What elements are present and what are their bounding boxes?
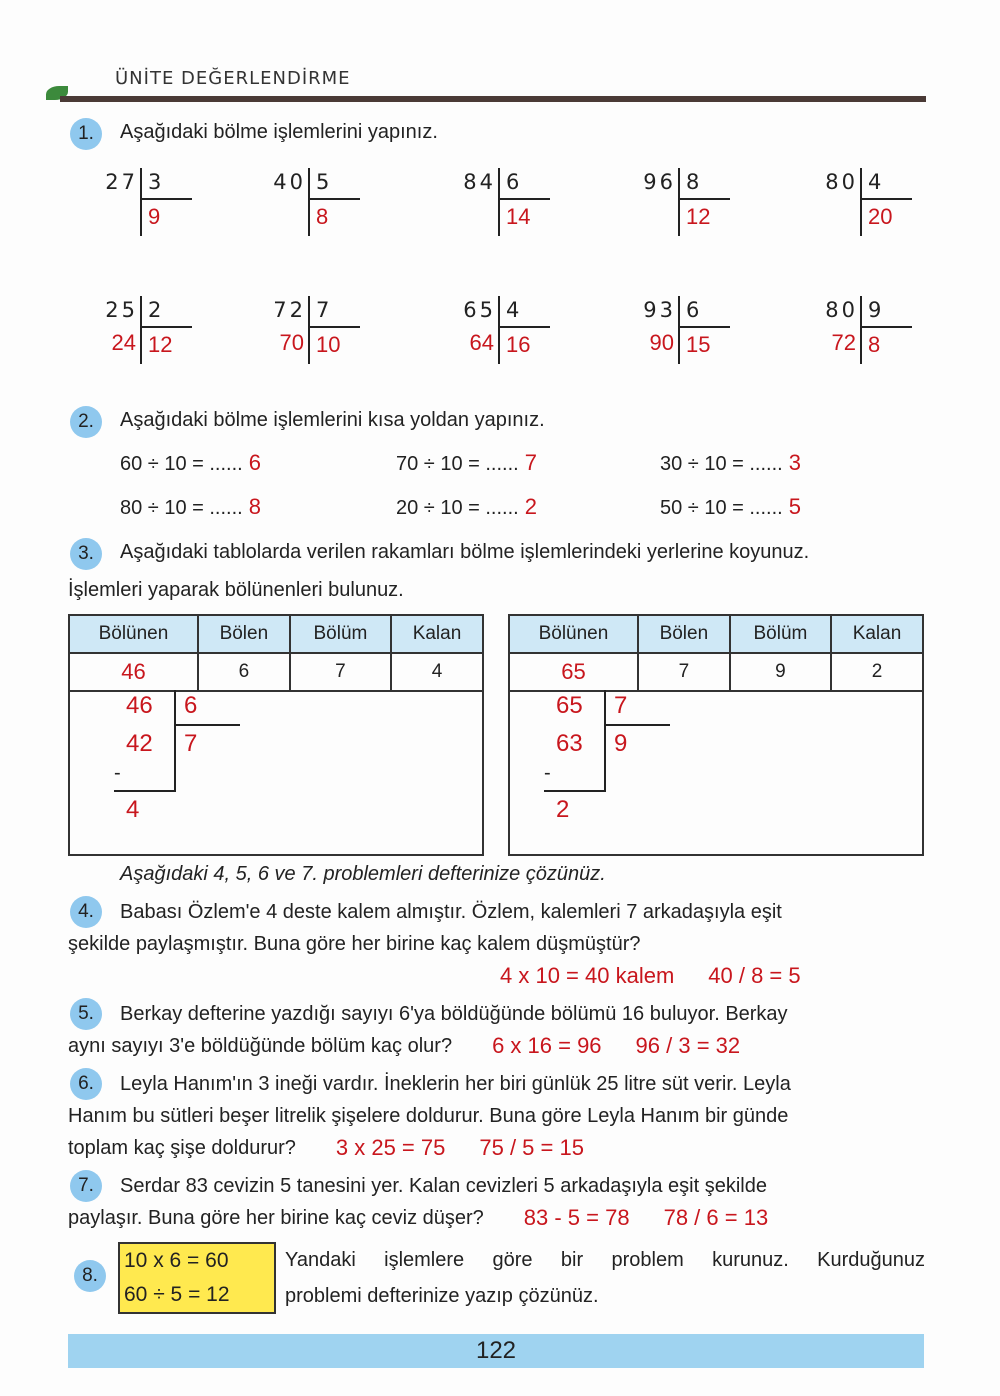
- question-number: 6.: [70, 1068, 102, 1100]
- divisor: 6: [686, 298, 700, 322]
- quotient-answer: 8: [868, 332, 881, 357]
- division-problem: [458, 168, 578, 278]
- operation: 60 ÷ 5 = 12: [124, 1283, 230, 1306]
- question-text: şekilde paylaşmıştır. Buna göre her birine kaç kalem düşmüştür?: [68, 933, 641, 955]
- quotient-answer: 10: [316, 332, 341, 357]
- question-text: Aşağıdaki bölme işlemlerini yapınız.: [120, 121, 438, 143]
- quotient-answer: 20: [868, 204, 893, 229]
- problem-5: [0, 998, 1000, 1062]
- short-division: [396, 494, 537, 520]
- division-problem: [638, 168, 758, 278]
- table-cell: 6: [198, 653, 290, 691]
- question-number: 5.: [70, 998, 102, 1030]
- subtraction-answer: 72: [831, 330, 856, 355]
- answer: 3: [788, 450, 801, 475]
- problem-8: [0, 1242, 1000, 1314]
- question-number: 7.: [70, 1170, 102, 1202]
- table-cell: 9: [730, 653, 831, 691]
- division-problem: [820, 168, 940, 278]
- work-subtrahend: 63: [556, 730, 583, 757]
- answer: 6: [248, 450, 261, 475]
- question-text: Aşağıdaki tablolarda verilen rakamları bölme işlemlerindeki yerlerine koyunuz.: [120, 541, 810, 563]
- expression: 80 ÷ 10 = ......: [120, 497, 243, 519]
- answer: 5: [788, 494, 801, 519]
- quotient-answer: 15: [686, 332, 711, 357]
- division-bar: [308, 296, 310, 364]
- handwritten-answer: 40 / 8 = 5: [708, 963, 801, 988]
- divisor: 9: [868, 298, 882, 322]
- handwritten-answer: 78 / 6 = 13: [663, 1205, 769, 1230]
- short-division: [120, 450, 261, 476]
- division-line: [140, 198, 192, 200]
- handwritten-answer: 83 - 5 = 78: [523, 1205, 630, 1230]
- column-header: Bölüm: [290, 615, 391, 653]
- column-header: Bölen: [638, 615, 730, 653]
- division-line: [604, 724, 670, 726]
- quotient-answer: 9: [148, 204, 161, 229]
- division-bar: [498, 296, 500, 364]
- division-line: [498, 198, 550, 200]
- division-problem: [638, 296, 758, 406]
- operations-box: [118, 1242, 276, 1314]
- question-text: Hanım bu sütleri beşer litrelik şişelere doldurur. Buna göre Leyla Hanım bir günde: [68, 1105, 789, 1127]
- table-cell: 2: [831, 653, 923, 691]
- work-divisor: 6: [184, 692, 198, 719]
- division-table: [68, 614, 484, 692]
- short-division: [396, 450, 537, 476]
- question-text: toplam kaç şişe doldurur?: [68, 1137, 296, 1159]
- division-problem: [268, 168, 388, 278]
- division-line: [860, 198, 912, 200]
- handwritten-answer: 75 / 5 = 15: [479, 1135, 584, 1160]
- header-divider: [60, 96, 926, 102]
- dividend: 96: [643, 170, 676, 194]
- work-dividend: 46: [126, 692, 153, 719]
- quotient-answer: 12: [686, 204, 711, 229]
- quotient-answer: 16: [506, 332, 531, 357]
- table-cell: 46: [69, 653, 198, 691]
- question-text: İşlemleri yaparak bölünenleri bulunuz.: [68, 579, 404, 601]
- division-bar: [860, 296, 862, 364]
- dividend: 93: [643, 298, 676, 322]
- question-text: aynı sayıyı 3'e böldüğünde bölüm kaç olur?: [68, 1035, 453, 1057]
- handwritten-answer: 3 x 25 = 75: [335, 1135, 446, 1160]
- column-header: Kalan: [391, 615, 483, 653]
- division-problem: [458, 296, 578, 406]
- subtraction-answer: 90: [649, 330, 674, 355]
- dividend: 25: [105, 298, 138, 322]
- answer: 7: [524, 450, 537, 475]
- divisor: 3: [148, 170, 162, 194]
- division-line: [140, 326, 192, 328]
- division-problem: [100, 168, 220, 278]
- answer: 8: [248, 494, 261, 519]
- question-number: 2.: [70, 406, 102, 438]
- question-number: 1.: [70, 118, 102, 150]
- table-cell: 65: [509, 653, 638, 691]
- division-problem: [268, 296, 388, 406]
- division-line: [498, 326, 550, 328]
- question-text: Leyla Hanım'ın 3 ineği vardır. İneklerin her biri günlük 25 litre süt verir. Leyla: [120, 1073, 791, 1095]
- division-bar: [140, 296, 142, 364]
- division-line: [308, 326, 360, 328]
- work-dividend: 65: [556, 692, 583, 719]
- work-quotient: 9: [614, 730, 628, 757]
- question-number: 3.: [70, 538, 102, 570]
- division-line: [860, 326, 912, 328]
- dividend: 72: [273, 298, 306, 322]
- question-text: paylaşır. Buna göre her birine kaç ceviz düşer?: [68, 1207, 484, 1229]
- division-bar: [678, 168, 680, 236]
- division-line: [678, 326, 730, 328]
- table-cell: 4: [391, 653, 483, 691]
- divisor: 5: [316, 170, 330, 194]
- short-division: [660, 494, 801, 520]
- work-divisor: 7: [614, 692, 628, 719]
- expression: 70 ÷ 10 = ......: [396, 453, 519, 475]
- quotient-answer: 8: [316, 204, 329, 229]
- question-text: Berkay defterine yazdığı sayıyı 6'ya böldüğünde bölümü 16 buluyor. Berkay: [120, 1003, 788, 1025]
- dividend: 65: [463, 298, 496, 322]
- subtraction-line: [544, 790, 606, 792]
- division-bar: [860, 168, 862, 236]
- divisor: 2: [148, 298, 162, 322]
- short-division: [120, 494, 261, 520]
- division-table: [508, 614, 924, 692]
- instruction-note: Aşağıdaki 4, 5, 6 ve 7. problemleri defterinize çözünüz.: [120, 863, 606, 885]
- subtraction-answer: 24: [111, 330, 136, 355]
- handwritten-answer: 6 x 16 = 96: [492, 1033, 602, 1058]
- operation: 10 x 6 = 60: [124, 1249, 229, 1272]
- divisor: 6: [506, 170, 520, 194]
- expression: 30 ÷ 10 = ......: [660, 453, 783, 475]
- expression: 60 ÷ 10 = ......: [120, 453, 243, 475]
- question-number: 4.: [70, 896, 102, 928]
- table-cell: 7: [638, 653, 730, 691]
- division-bar: [308, 168, 310, 236]
- division-bar: [498, 168, 500, 236]
- section-title: ÜNİTE DEĞERLENDİRME: [115, 68, 351, 89]
- divisor: 7: [316, 298, 330, 322]
- answer: 2: [524, 494, 537, 519]
- problem-7: [0, 1170, 1000, 1234]
- division-line: [174, 724, 240, 726]
- column-header: Kalan: [831, 615, 923, 653]
- dividend: 84: [463, 170, 496, 194]
- column-header: Bölünen: [509, 615, 638, 653]
- problems-section: [0, 858, 1000, 1314]
- table-cell: 7: [290, 653, 391, 691]
- problem-4: [0, 896, 1000, 992]
- subtraction-answer: 70: [279, 330, 304, 355]
- subtraction-line: [114, 790, 176, 792]
- division-bar: [140, 168, 142, 236]
- quotient-answer: 14: [506, 204, 531, 229]
- dividend: 80: [825, 170, 858, 194]
- handwritten-answer: 4 x 10 = 40 kalem: [500, 963, 675, 988]
- question-text: Babası Özlem'e 4 deste kalem almıştır. Özlem, kalemleri 7 arkadaşıyla eşit: [120, 901, 782, 923]
- column-header: Bölüm: [730, 615, 831, 653]
- division-line: [308, 198, 360, 200]
- subtraction-answer: 64: [469, 330, 494, 355]
- column-header: Bölen: [198, 615, 290, 653]
- handwritten-answer: 96 / 3 = 32: [635, 1033, 741, 1058]
- question-text: Yandaki işlemlere göre bir problem kurunuz. Kurduğunuz: [285, 1249, 925, 1271]
- divisor: 4: [506, 298, 520, 322]
- column-header: Bölünen: [69, 615, 198, 653]
- question-text: problemi defterinize yazıp çözünüz.: [285, 1285, 599, 1307]
- work-remainder: 2: [556, 796, 570, 823]
- divisor: 4: [868, 170, 882, 194]
- dividend: 27: [105, 170, 138, 194]
- question-number: 8.: [74, 1260, 106, 1292]
- work-quotient: 7: [184, 730, 198, 757]
- work-subtrahend: 42: [126, 730, 153, 757]
- short-division: [660, 450, 801, 476]
- minus-sign: -: [114, 762, 121, 784]
- dividend: 80: [825, 298, 858, 322]
- minus-sign: -: [544, 762, 551, 784]
- division-line: [678, 198, 730, 200]
- problem-6: [0, 1068, 1000, 1164]
- division-bar: [678, 296, 680, 364]
- question-text: Aşağıdaki bölme işlemlerini kısa yoldan yapınız.: [120, 409, 545, 431]
- division-problem: [820, 296, 940, 406]
- work-area: [68, 686, 484, 856]
- question-text: Serdar 83 cevizin 5 tanesini yer. Kalan cevizleri 5 arkadaşıyla eşit şekilde: [120, 1175, 767, 1197]
- division-problem: [100, 296, 220, 406]
- work-area: [508, 686, 924, 856]
- expression: 50 ÷ 10 = ......: [660, 497, 783, 519]
- division-bar: [174, 690, 176, 790]
- quotient-answer: 12: [148, 332, 173, 357]
- divisor: 8: [686, 170, 700, 194]
- work-remainder: 4: [126, 796, 140, 823]
- division-bar: [604, 690, 606, 790]
- expression: 20 ÷ 10 = ......: [396, 497, 519, 519]
- page-number: 122: [68, 1334, 924, 1368]
- dividend: 40: [273, 170, 306, 194]
